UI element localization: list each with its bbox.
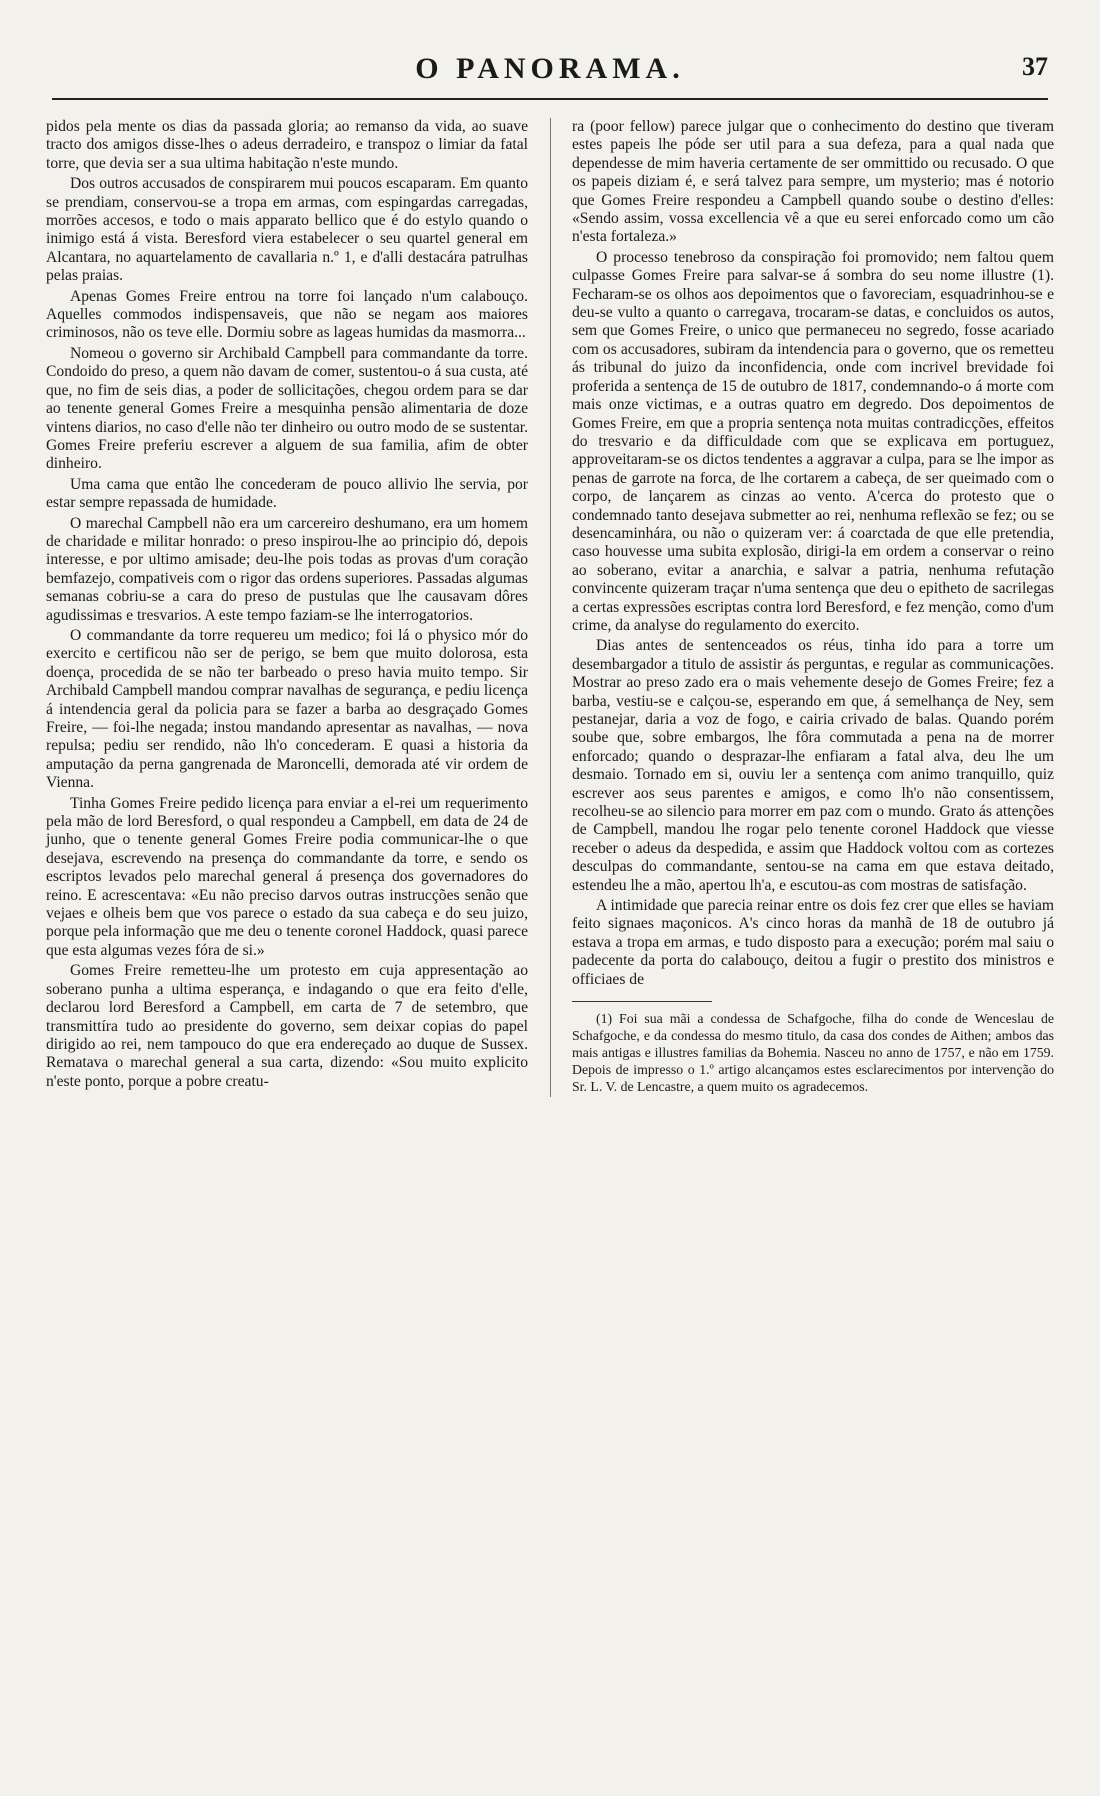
page-number: 37 bbox=[1022, 52, 1048, 81]
paragraph: Uma cama que então lhe concederam de pouco allivio lhe servia, por estar sempre repassada de humidade. bbox=[46, 475, 528, 512]
column-divider bbox=[550, 118, 551, 1097]
footnote-separator bbox=[572, 1001, 712, 1002]
paragraph: Gomes Freire remetteu-lhe um protesto em cuja appresentação ao soberano punha a ultima esperança, e indagando o que era feito d'elle, declarou lord Beresford a Campbell, em carta de 7 de setembro, que transmittíra tudo ao presidente do governo, sem deixar copias do papel dirigido ao rei, nem tampouco do que era endereçado ao duque de Sussex. Rematava o marechal general a sua carta, dizendo: «Sou muito explicito n'este ponto, porque a pobre creatu- bbox=[46, 962, 528, 1090]
left-column bbox=[46, 118, 528, 1097]
footnote: (1) Foi sua mãi a condessa de Schafgoche, filha do conde de Wenceslau de Schafgoche, e da condessa do mesmo titulo, da casa dos condes de Aithen; ambos das mais antigas e illustres familias da Bohemia. Nasceu no anno de 1757, e não em 1759. Depois de impresso o 1.º artigo alcançamos estes esclarecimentos por intervenção do Sr. L. V. de Lencastre, a quem muito os agradecemos. bbox=[572, 1011, 1054, 1095]
paragraph: Dos outros accusados de conspirarem mui poucos escaparam. Em quanto se prendiam, conservou-se a tropa em armas, com espingardas carregadas, morrões accesos, e todo o mais apparato bellico que é do estylo quando o inimigo está á vista. Beresford viera estabelecer o seu quartel general em Alcantara, no aquartelamento de cavallaria n.º 1, e d'alli destacára patrulhas pelas praias. bbox=[46, 175, 528, 285]
paragraph: Nomeou o governo sir Archibald Campbell para commandante da torre. Condoido do preso, a quem não davam de comer, sustentou-o á sua custa, até que, no fim de seis dias, a poder de sollicitações, chegou ordem para se dar ao tenente general Gomes Freire a mesquinha pensão alimentaria de doze vintens diarios, no caso d'elle não ter dinheiro ou outro modo de se sustentar. Gomes Freire preferiu escrever a alguem de sua familia, afim de obter dinheiro. bbox=[46, 344, 528, 473]
paragraph: Dias antes de sentenceados os réus, tinha ido para a torre um desembargador a titulo de assistir ás perguntas, e regular as communicações. Mostrar ao preso zado era o mais vehemente desejo de Gomes Freire; fez a barba, vestiu-se e calçou-se, esperando em que, á semelhança de Ney, sem pestanejar, daria a voz de fogo, e cairia crivado de balas. Quando porém soube que, sobre embargos, lhe fôra commutada a pena na de morrer enforcado; quando o desprazar-lhe enfiaram a fatal alva, deu lhe um desmaio. Tornado em si, ouviu ler a sentença com animo tranquillo, quiz escrever aos seus parentes e amigos, e como lh'o não consentissem, recolheu-se ao silencio para morrer em paz com o mundo. Grato ás attenções de Campbell, mandou lhe rogar pelo tenente coronel Haddock que viesse receber o adeus da despedida, e assim que Haddock voltou com as cortezes desculpas do commandante, sentou-se na cama em que estava deitado, estendeu lhe a mão, apertou lh'a, e escutou-as com mostras de satisfação. bbox=[572, 637, 1054, 894]
page-header bbox=[52, 48, 1048, 100]
paragraph: Apenas Gomes Freire entrou na torre foi lançado n'um calabouço. Aquelles commodos indispensaveis, que não se negam aos maiores criminosos, não os teve elle. Dormiu sobre as lageas humidas da masmorra... bbox=[46, 287, 528, 342]
paragraph: O marechal Campbell não era um carcereiro deshumano, era um homem de charidade e militar honrado: o preso inspirou-lhe ao principio dó, depois interesse, e por ultimo amisade; deu-lhe pois todas as provas d'um coração bemfazejo, compativeis com o rigor das ordens superiores. Passadas algumas semanas cobriu-se a cara do preso de pustulas que lhe causavam dôres agudissimas e tresvarios. A este tempo faziam-se lhe interrogatorios. bbox=[46, 514, 528, 624]
paragraph: ra (poor fellow) parece julgar que o conhecimento do destino que tiveram estes papeis lhe póde ser util para a sua defeza, para a qual nada que dependesse de mim haveria certamente de ser ommittido ou recusado. O que os papeis diziam é, e será talvez para sempre, um mysterio; mas é notorio que Gomes Freire respondeu a Campbell quando soube o destino d'elles: «Sendo assim, vossa excellencia vê a que eu serei enforcado como um cão n'esta fortaleza.» bbox=[572, 118, 1054, 246]
text-columns bbox=[46, 118, 1054, 1097]
paragraph: O processo tenebroso da conspiração foi promovido; nem faltou quem culpasse Gomes Freire para salvar-se á sombra do seu nome illustre (1). Fecharam-se os olhos aos depoimentos que o favoreciam, esquadrinhou-se e deu-se vulto a quanto o carregava, trocaram-se datas, e concluidos os autos, sem que Gomes Freire, o unico que permaneceu no segredo, fosse acariado com os accusadores, subiram da intendencia para o governo, que os remetteu ás tribunal do juizo da inconfidencia, onde com incrivel brevidade foi proferida a sentença de 15 de outubro de 1817, condemnando-o á morte com mais onze victimas, e a outras quatro em degredo. Dos depoimentos de Gomes Freire, em que a propria sentença nota muitas contradicções, effeitos do tresvario e da difficuldade com que se explicava em portuguez, approveitaram-se os dictos tendentes a aggravar a culpa, para se lhe impor as penas de garrote na forca, de lhe cortarem a cabeça, de ser queimado com o corpo, de lançarem as cinzas ao vento. A'cerca do protesto que o condemnado tanto desejava submetter ao rei, nenhuma reflexão se fez; ou se desencaminhára, ou não o quizeram ver: á coarctada de que elle pretendia, caso houvesse uma subita explosão, dirigi-la em ordem a conservar o reino ao soberano, evitar a anarchia, e salvar a patria, nenhuma refutação convincente quizeram traçar n'uma sentença que deu o epitheto de sacrilegas a certas expressões escriptas contra lord Beresford, e fez menção, como d'um crime, da analyse do regulamento do exercito. bbox=[572, 248, 1054, 634]
page-title: O PANORAMA. bbox=[415, 52, 685, 85]
right-column bbox=[572, 118, 1054, 1097]
paragraph: pidos pela mente os dias da passada gloria; ao remanso da vida, ao suave tracto dos amigos disse-lhes o adeus derradeiro, e transpoz o limiar da fatal torre, que devia ser a sua ultima habitação n'este mundo. bbox=[46, 118, 528, 172]
paragraph: Tinha Gomes Freire pedido licença para enviar a el-rei um requerimento pela mão de lord Beresford, o qual respondeu a Campbell, em data de 24 de junho, que o tenente general Gomes Freire podia communicar-lhe o que desejava, escrevendo na presença do commandante da torre, e sendo os escriptos levados pelo marechal general á presença dos governadores do reino. E acrescentava: «Eu não preciso darvos outras instrucções senão que vejaes e olheis bem que vos parece o estado da sua cabeça e do seu juizo, porque pela informação que me deu o tenente coronel Haddock, quasi parece que esta algumas vezes fóra de si.» bbox=[46, 794, 528, 959]
paragraph: A intimidade que parecia reinar entre os dois fez crer que elles se haviam feito signaes maçonicos. A's cinco horas da manhã de 18 de outubro já estava a tropa em armas, e tudo disposto para a execução; porém mal saiu o padecente da porta do calabouço, deitou a fugir o prestito dos ministros e officiaes de bbox=[572, 897, 1054, 988]
paragraph: O commandante da torre requereu um medico; foi lá o physico mór do exercito e certificou não ser de perigo, se bem que muito dolorosa, esta doença, procedida de se não ter barbeado o preso havia muito tempo. Sir Archibald Campbell mandou comprar navalhas de segurança, e pediu licença á intendencia geral da policia para se fazer a barba ao desgraçado Gomes Freire, — foi-lhe negada; instou mandando apresentar as navalhas, — nova repulsa; pediu ser rendido, não lh'o concederam. E quasi a historia da amputação da perna gangrenada de Maroncelli, demorada até vir ordem de Vienna. bbox=[46, 626, 528, 792]
